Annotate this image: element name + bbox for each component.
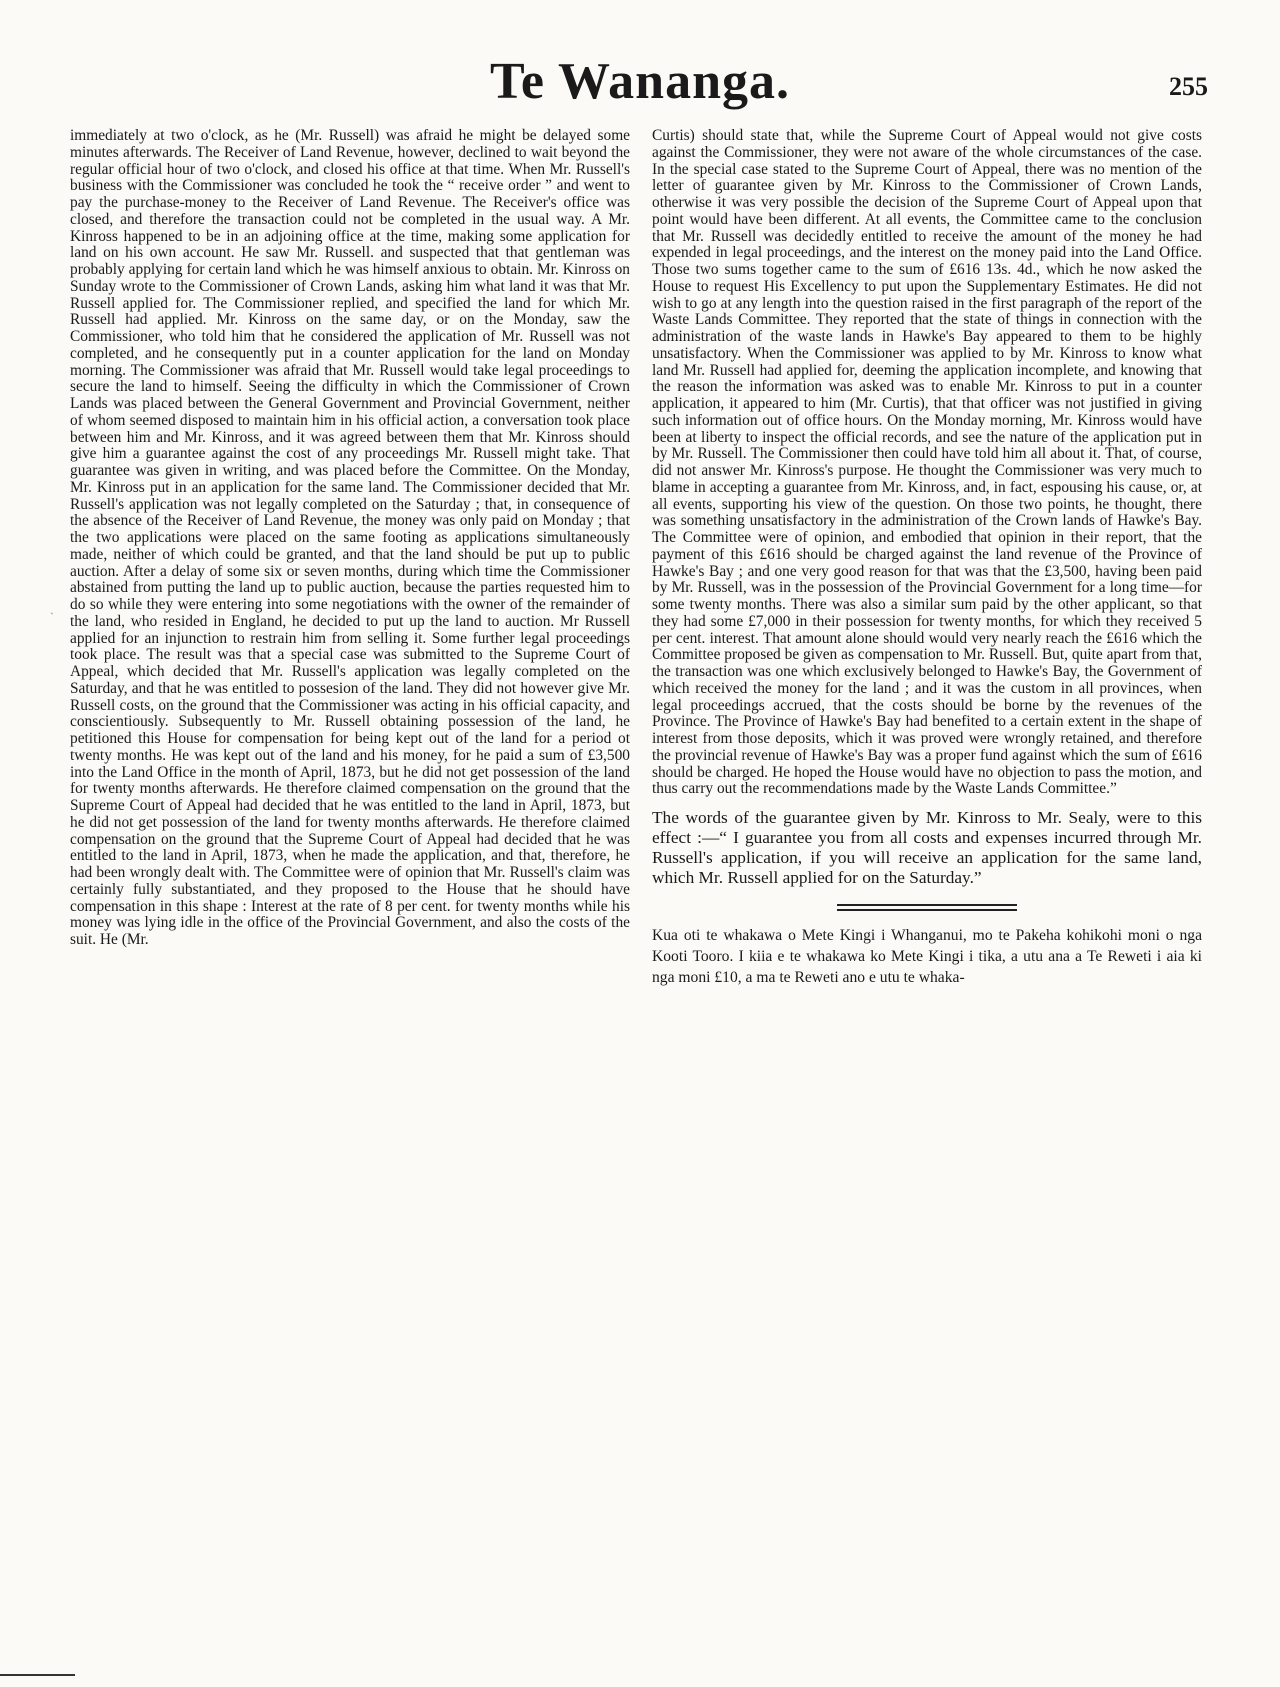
page-number: 255 <box>1169 72 1208 101</box>
left-column-text: immediately at two o'clock, as he (Mr. Russell) was afraid he might be delayed some minutes afterwards. The Receiver of Land Revenue, however, declined to wait beyond the regular official hour of two o'clock, and closed his office at that time. When Mr. Russell's business with the Commissioner was concluded he took the “ receive order ” and went to pay the purchase-money to the Receiver of Land Revenue. The Receiver's office was closed, and therefore the transaction could not be completed in the usual way. A Mr. Kinross happened to be in an adjoining office at the time, making some application for land on his own account. He saw Mr. Russell. and suspected that that gentleman was probably applying for certain land which he was himself anxious to obtain. Mr. Kinross on Sunday wrote to the Commissioner of Crown Lands, asking him what land it was that Mr. Russell applied for. The Commissioner replied, and specified the land for which Mr. Russell had applied. Mr. Kinross on the same day, or on the Monday, saw the Commissioner, who told him that he considered the application of Mr. Russell was not completed, and he consequently put in a counter application for the land on Monday morning. The Commissioner was afraid that Mr. Russell would take legal proceedings to secure the land to himself. Seeing the difficulty in which the Commissioner of Crown Lands was placed between the General Government and Provincial Government, neither of whom seemed disposed to maintain him in his official action, a conversation took place between him and Mr. Kinross, and it was agreed between them that Mr. Kinross should give him a guarantee against the cost of any proceedings Mr. Russell might take. That guarantee was given in writing, and was placed before the Committee. On the Monday, Mr. Kinross put in an application for the same land. The Commissioner decided that Mr. Russell's application was not legally completed on the Saturday ; that, in consequence of the absence of the Receiver of Land Revenue, the money was only paid on Monday ; that the two applications were placed on the same footing as applications simultaneously made, neither of which could be granted, and that the land should be put up to public auction. After a delay of some six or seven months, during which time the Commissioner abstained from putting the land up to public auction, because the parties requested him to do so while they were entering into some negotiations with the owner of the remainder of the land, who resided in England, he decided to put up the land to auction. Mr Russell applied for an injunction to restrain him from selling it. Some further legal proceedings took place. The result was that a special case was submitted to the Supreme Court of Appeal, which decided that Mr. Russell's application was legally completed on the Saturday, and that he was entitled to possesion of the land. They did not however give Mr. Russell costs, on the ground that the Commissioner was acting in his official capacity, and conscientiously. Subsequently to Mr. Russell obtaining possession of the land, he petitioned this House for compensation for being kept out of the land for a period ot twenty months. He was kept out of the land and his money, for he paid a sum of £3,500 into the Land Office in the month of April, 1873, but he did not get possession of the land for twenty months afterwards. He therefore claimed compensation on the ground that the Supreme Court of Appeal had decided that he was entitled to the land in April, 1873, but he did not get possession of the land for twenty months afterwards. He therefore claimed compensation on the ground that the Supreme Court of Appeal had decided that he was entitled to the land in April, 1873, when he made the application, and that, therefore, he had been wrongly dealt with. The Committee were of opinion that Mr. Russell's claim was certainly fully substantiated, and they proposed to the House that he should have compensation in this shape : Interest at the rate of 8 per cent. for twenty months while his money was lying idle in the office of the Provincial Government, and also the costs of the suit. He (Mr. <box>70 127 630 948</box>
guarantee-note: The words of the guarantee given by Mr. Kinross to Mr. Sealy, were to this effect :—“ I guarantee you from all costs and expenses incurred through Mr. Russell's application, if you will receive an application for the same land, which Mr. Russell applied for on the Saturday.” <box>652 808 1202 887</box>
right-column <box>652 128 1202 988</box>
maori-paragraph: Kua oti te whakawa o Mete Kingi i Whanganui, mo te Pakeha kohikohi moni o nga Kooti Tooro. I kiia e te whakawa ko Mete Kingi i tika, a utu ana a Te Reweti i aia ki nga moni £10, a ma te Reweti ano e utu te whaka- <box>652 927 1202 986</box>
masthead-title: Te Wananga. <box>489 53 791 110</box>
section-divider <box>837 904 1017 911</box>
margin-mark: ` <box>50 610 54 624</box>
right-column-text: Curtis) should state that, while the Supreme Court of Appeal would not give costs against the Commissioner, they were not aware of the whole circumstances of the case. In the special case stated to the Supreme Court of Appeal, there was no mention of the letter of guarantee given by Mr. Kinross to the Commissioner of Crown Lands, otherwise it was very possible the decision of the Supreme Court of Appeal upon that point would have been different. At all events, the Committee came to the conclusion that Mr. Russell was decidedly entitled to receive the amount of the money he had expended in legal proceedings, and the interest on the money paid into the Land Office. Those two sums together came to the sum of £616 13s. 4d., which he now asked the House to request His Excellency to put upon the Supplementary Estimates. He did not wish to go at any length into the question raised in the first paragraph of the report of the Waste Lands Committee. They reported that the state of things in connection with the administration of the waste lands in Hawke's Bay appeared to them to be highly unsatisfactory. When the Commissioner was applied to by Mr. Kinross to know what land Mr. Russell had applied for, deeming the application incomplete, and knowing that the reason the information was asked was to enable Mr. Kinross to put in a counter application, it appeared to him (Mr. Curtis), that that officer was not justified in giving such information out of office hours. On the Monday morning, Mr. Kinross would have been at liberty to inspect the official records, and see the nature of the application put in by Mr. Russell. The Commissioner then could have told him all about it. That, of course, did not answer Mr. Kinross's purpose. He thought the Commissioner was very much to blame in accepting a guarantee from Mr. Kinross, and, in fact, espousing his cause, or, at all events, supporting his view of the question. On those two points, he thought, there was something unsatisfactory in the administration of the Crown lands of Hawke's Bay. The Committee were of opinion, and embodied that opinion in their report, that the payment of this £616 should be charged against the land revenue of the Province of Hawke's Bay ; and one very good reason for that was that the £3,500, having been paid by Mr. Russell, was in the possession of the Provincial Government for a long time—for some twenty months. There was also a similar sum paid by the other applicant, so that they had some £7,000 in their possession for twenty months, for which they received 5 per cent. interest. That amount alone should would very nearly reach the £616 which the Committee proposed be given as compensation to Mr. Russell. But, quite apart from that, the transaction was one which exclusively belonged to Hawke's Bay, the Government of which received the money for the land ; and it was the custom in all provinces, when legal proceedings accrued, that the costs should be borne by the revenues of the Province. The Province of Hawke's Bay had benefited to a certain extent in the shape of interest from those deposits, which it was proved were wrongly retained, and therefore the provincial revenue of Hawke's Bay was a proper fund against which the sum of £616 should be charged. He hoped the House would have no objection to pass the motion, and thus carry out the recommendations made by the Waste Lands Committee.” <box>652 127 1202 798</box>
bottom-edge-line <box>0 1674 75 1676</box>
left-column <box>70 128 630 949</box>
page-header <box>0 52 1280 114</box>
